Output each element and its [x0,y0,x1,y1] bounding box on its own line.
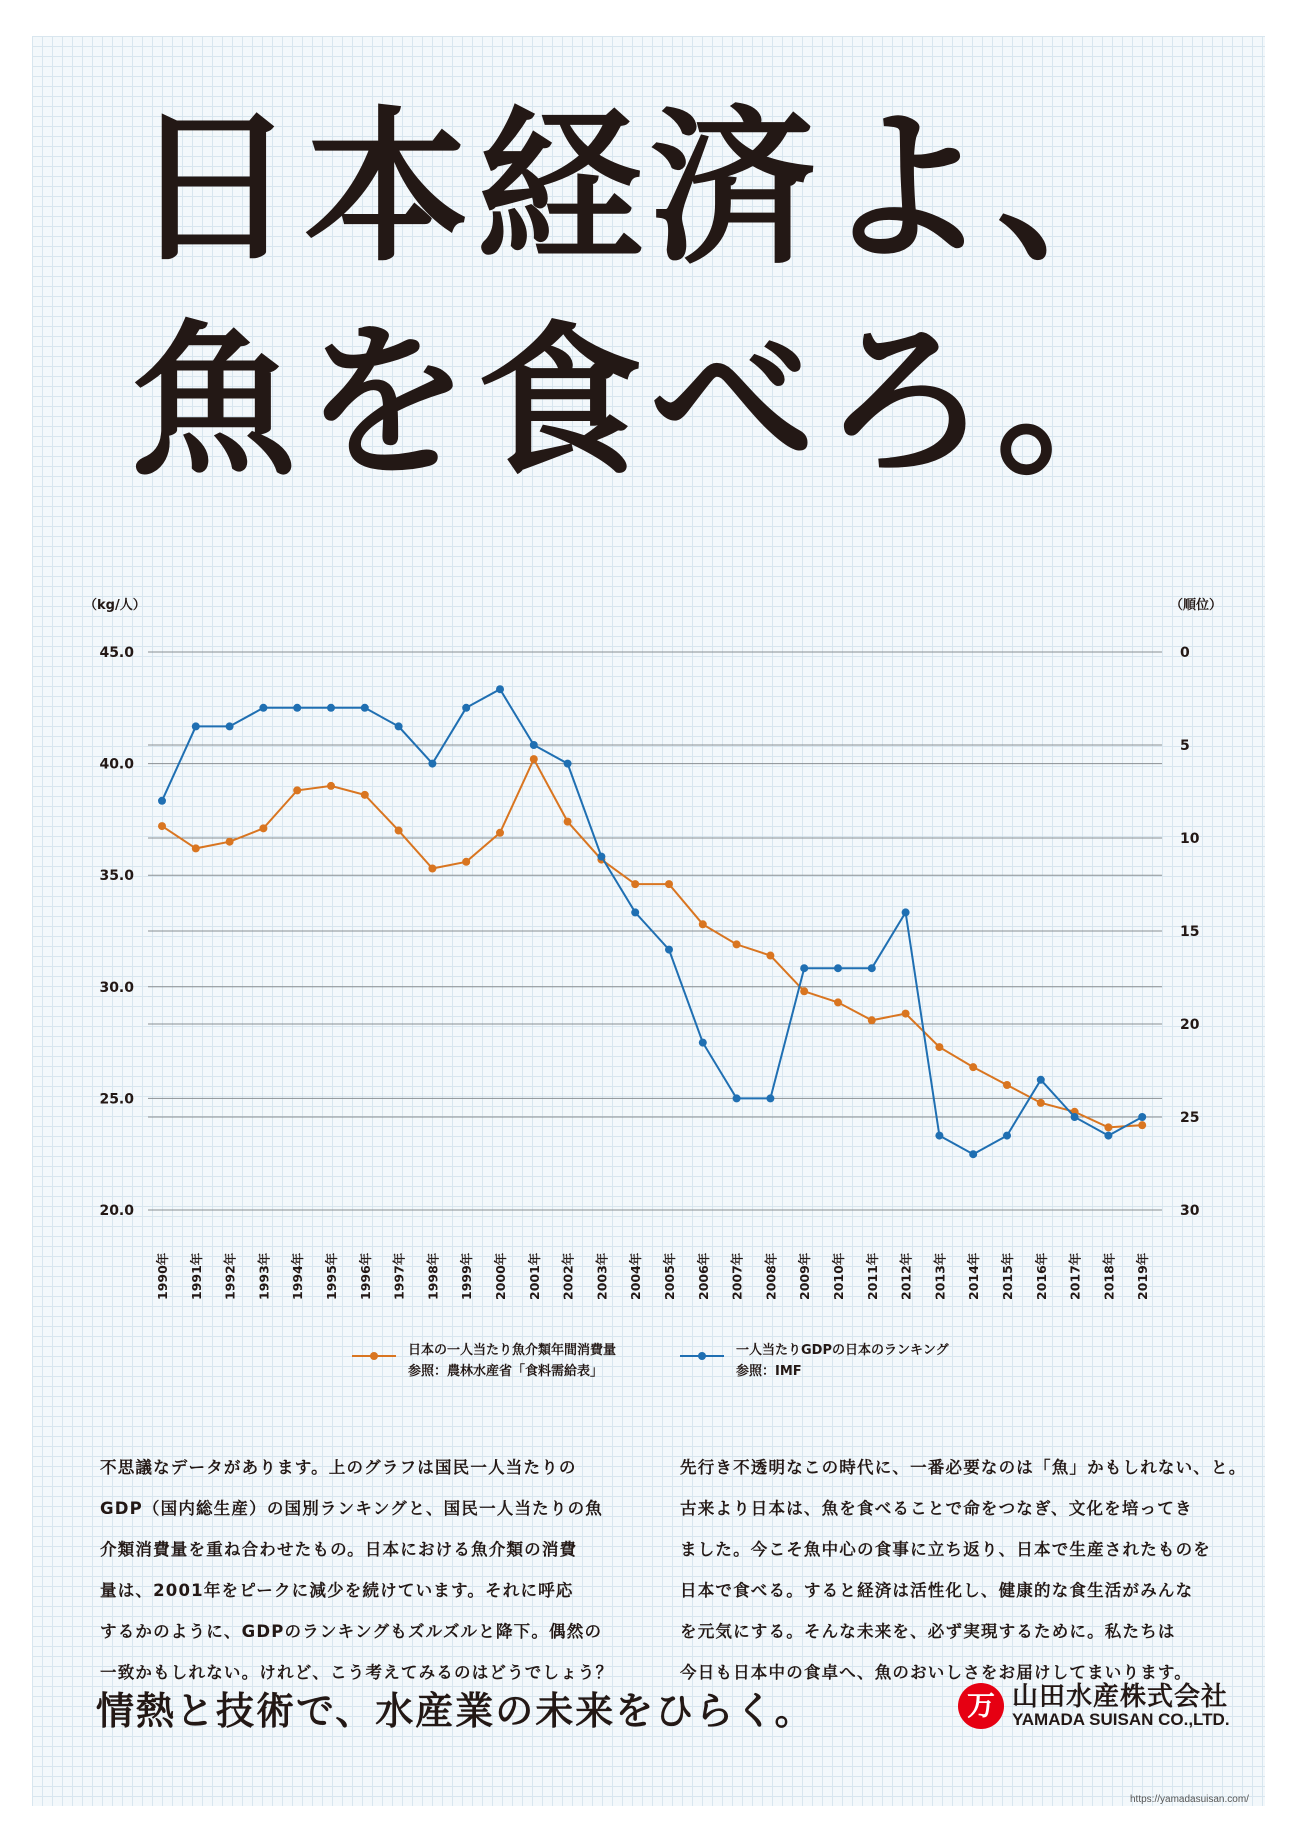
x-tick-label: 2002年 [560,1252,576,1300]
x-tick-label: 1995年 [324,1252,339,1300]
fish-point [327,782,335,790]
left-axis [99,645,134,1219]
x-tick-label: 1997年 [391,1252,407,1300]
fish-point [902,1010,910,1018]
gdp-point [293,704,301,712]
headline-line-2: 魚を食べろ。 [131,306,1169,498]
left-tick-label: 20.0 [99,1203,134,1219]
x-tick-label: 2005年 [662,1252,677,1300]
gdp-point [868,964,876,972]
gdp-point [1071,1113,1079,1121]
right-axis [1180,645,1200,1219]
fish-point [564,818,572,826]
body-text-right [680,1447,1247,1693]
gdp-point [597,853,605,861]
fish-point [361,791,369,799]
gdp-point [462,704,470,712]
right-tick-label: 10 [1180,831,1200,847]
company-name-jp: 山田水産株式会社 [1012,1682,1229,1712]
left-tick-label: 45.0 [99,645,134,661]
company-name-en: YAMADA SUISAN CO.,LTD. [1012,1710,1230,1729]
x-tick-label: 1994年 [290,1252,306,1300]
body-left-line: 介類消費量を重ね合わせたもの。日本における魚介類の消費 [100,1540,578,1559]
x-tick-label: 1992年 [222,1252,238,1300]
fish-point [259,824,267,832]
fish-point [699,920,707,928]
legend-fish-source: 参照：農林水産省「食料需給表」 [408,1364,604,1379]
body-left-line: 量は、2001年をピークに減少を続けています。それに呼応 [100,1581,574,1600]
fish-point [868,1016,876,1024]
x-tick-label: 2000年 [493,1252,508,1300]
x-tick-label: 1998年 [425,1252,441,1300]
x-tick-label: 2011年 [864,1252,880,1300]
x-tick-label: 2018年 [1101,1252,1117,1300]
gdp-point [800,964,808,972]
fish-point [496,829,504,837]
body-left-line: するかのように、GDPのランキングもズルズルと降下。偶然の [100,1622,603,1641]
fish-point [1104,1123,1112,1131]
gdp-point [564,760,572,768]
body-right-line: 古来より日本は、魚を食べることで命をつなぎ、文化を培ってき [680,1499,1193,1518]
body-text-left [100,1447,660,1693]
series-line-gdp [162,689,1142,1154]
gdp-point [496,685,504,693]
x-tick-label: 1991年 [188,1252,204,1300]
gdp-point [1037,1076,1045,1084]
x-tick-label: 2014年 [966,1252,982,1300]
right-tick-label: 5 [1180,738,1190,754]
tagline: 情熱と技術で、水産業の未来をひらく。 [96,1689,815,1733]
gdp-point [158,797,166,805]
body-left-line: 一致かもしれない。けれど、こう考えてみるのはどうでしょう？ [100,1663,614,1682]
series [158,685,1146,1158]
gdp-point [327,704,335,712]
fish-point [1037,1099,1045,1107]
gdp-point [699,1039,707,1047]
right-tick-label: 20 [1180,1017,1200,1033]
body-right-line: 先行き不透明なこの時代に、一番必要なのは「魚」かもしれない、と。 [680,1458,1247,1477]
gdp-point [361,704,369,712]
x-tick-label: 2012年 [898,1252,914,1300]
gdp-point [259,704,267,712]
x-tick-label: 1996年 [357,1252,373,1300]
left-tick-label: 35.0 [99,868,134,885]
legend-fish-marker [370,1352,378,1360]
fish-point [226,838,234,846]
gdp-point [766,1094,774,1102]
body-right-line: 今日も日本中の食卓へ、魚のおいしさをお届けしてまいります。 [680,1663,1192,1682]
fish-point [834,998,842,1006]
fish-point [428,865,436,873]
gdp-point [665,946,673,954]
gdp-point [1138,1113,1146,1121]
x-tick-label: 2015年 [1000,1252,1015,1300]
gdp-point [226,722,234,730]
x-tick-label: 1999年 [459,1252,475,1300]
gdp-point [733,1094,741,1102]
legend-gdp-marker [698,1352,706,1360]
x-tick-label: 2006年 [695,1252,711,1300]
body-left-line: GDP（国内総生産）の国別ランキングと、国民一人当たりの魚 [100,1499,603,1518]
right-tick-label: 0 [1180,645,1190,661]
right-tick-label: 15 [1180,924,1200,940]
gdp-point [192,722,200,730]
fish-point [733,940,741,948]
body-left-line: 不思議なデータがあります。上のグラフは国民一人当たりの [100,1458,577,1477]
gdp-point [428,760,436,768]
legend-gdp-source: 参照：IMF [736,1364,802,1379]
body-right-line: 日本で食べる。すると経済は活性化し、健康的な食生活がみんな [680,1581,1194,1600]
x-tick-label: 2001年 [526,1252,542,1300]
gdp-point [631,908,639,916]
headline-line-1: 日本経済よ、 [131,92,1169,284]
x-tick-label: 1993年 [256,1252,272,1300]
fish-point [766,952,774,960]
right-axis-unit: （順位） [1170,598,1223,613]
fish-point [192,844,200,852]
x-axis [155,1252,1150,1300]
body-right-line: を元気にする。そんな未来を、必ず実現するために。私たちは [680,1622,1176,1641]
gridlines [148,652,1162,1210]
gdp-point [1003,1132,1011,1140]
gdp-point [935,1132,943,1140]
body-right-line: ました。今こそ魚中心の食事に立ち返り、日本で生産されたものを [680,1540,1211,1559]
gdp-point [902,908,910,916]
company-logo-icon: 万 [958,1683,1004,1729]
x-tick-label: 2004年 [628,1252,644,1300]
fish-point [969,1063,977,1071]
x-tick-label: 2003年 [594,1252,610,1300]
x-tick-label: 2017年 [1067,1252,1083,1300]
fish-point [631,880,639,888]
left-tick-label: 25.0 [99,1091,134,1108]
legend-gdp-label: 一人当たりGDPの日本のランキング [736,1343,949,1358]
series-line-fish [162,759,1142,1127]
left-tick-label: 40.0 [99,756,134,773]
fish-point [293,786,301,794]
gdp-point [530,741,538,749]
legend-gdp [680,1340,1040,1386]
right-tick-label: 25 [1180,1110,1200,1126]
gdp-point [1104,1132,1112,1140]
fish-point [665,880,673,888]
right-tick-label: 30 [1180,1203,1200,1219]
x-tick-label: 2013年 [932,1252,948,1300]
legend-fish [352,1340,712,1386]
x-tick-label: 2010年 [831,1252,846,1300]
x-tick-label: 1990年 [155,1252,170,1300]
legend-fish-label: 日本の一人当たり魚介類年間消費量 [408,1343,617,1358]
fish-point [530,755,538,763]
x-tick-label: 2016年 [1033,1252,1049,1300]
fish-point [1138,1121,1146,1129]
fish-point [800,987,808,995]
gdp-point [969,1150,977,1158]
fish-point [395,827,403,835]
website-link[interactable]: https://yamadasuisan.com/ [1130,1794,1249,1805]
gdp-point [834,964,842,972]
gdp-point [395,722,403,730]
fish-point [1003,1081,1011,1089]
left-axis-unit: （kg/人） [84,598,146,613]
x-tick-label: 2007年 [729,1252,745,1300]
x-tick-label: 2009年 [797,1252,813,1300]
fish-point [935,1043,943,1051]
left-tick-label: 30.0 [99,979,134,996]
fish-point [158,822,166,830]
fish-point [462,858,470,866]
x-tick-label: 2008年 [763,1252,779,1300]
x-tick-label: 2019年 [1135,1252,1151,1300]
